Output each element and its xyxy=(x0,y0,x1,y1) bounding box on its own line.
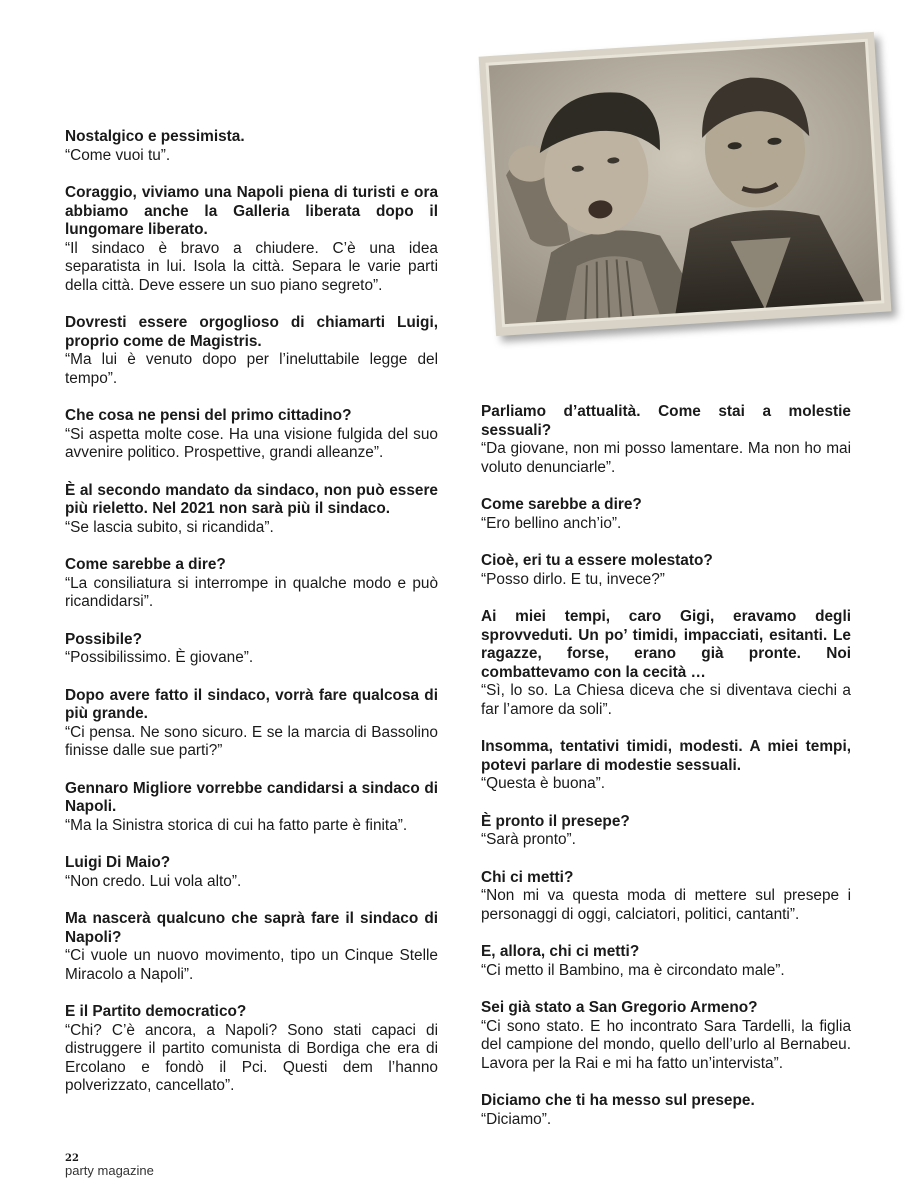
answer: “Ero bellino anch’io”. xyxy=(481,514,622,532)
question: È al secondo mandato da sindaco, non può essere più rieletto. Nel 2021 non sarà più il sindaco. xyxy=(65,481,438,517)
qa-item xyxy=(481,552,851,589)
qa-item xyxy=(65,407,438,463)
question: Insomma, tentativi timidi, modesti. A miei tempi, potevi parlare di modestie sessuali. xyxy=(481,738,851,774)
question: Nostalgico e pessimista. xyxy=(65,128,245,145)
answer: “Possibilissimo. È giovane”. xyxy=(65,649,254,666)
question: È pronto il presepe? xyxy=(481,812,630,830)
left-column xyxy=(65,128,438,1115)
answer: “Sarà pronto”. xyxy=(481,831,576,848)
qa-item xyxy=(65,687,438,761)
question: Cioè, eri tu a essere molestato? xyxy=(481,552,713,569)
question: Coraggio, viviamo una Napoli piena di turisti e ora abbiamo anche la Galleria liberata dopo il lungomare liberato. xyxy=(65,184,438,238)
qa-item xyxy=(65,482,438,538)
qa-item xyxy=(481,943,851,980)
qa-item xyxy=(65,556,438,612)
qa-item xyxy=(481,869,851,925)
right-column xyxy=(481,403,851,1148)
answer: “Diciamo”. xyxy=(481,1110,552,1128)
qa-item xyxy=(481,403,851,477)
question: Sei già stato a San Gregorio Armeno? xyxy=(481,999,758,1016)
answer: “Il sindaco è bravo a chiudere. C’è una idea separatista in lui. Isola la città. Separa le varie parti della città. Deve essere un suo piano segreto”. xyxy=(65,239,438,294)
qa-item xyxy=(481,608,851,719)
qa-item xyxy=(481,738,851,794)
answer: “Questa è buona”. xyxy=(481,775,606,792)
answer: “Non mi va questa moda di mettere sul presepe i personaggi di oggi, calciatori, politici, cantanti”. xyxy=(481,887,851,923)
qa-item xyxy=(481,813,851,850)
qa-item xyxy=(65,780,438,836)
qa-item xyxy=(65,1003,438,1096)
qa-item xyxy=(481,1092,851,1129)
question: Diciamo che ti ha messo sul presepe. xyxy=(481,1092,755,1109)
qa-item xyxy=(65,854,438,891)
question: Chi ci metti? xyxy=(481,868,574,886)
vintage-photo xyxy=(479,32,892,336)
qa-item xyxy=(65,128,438,165)
qa-item xyxy=(481,999,851,1073)
qa-item xyxy=(65,314,438,388)
answer: “Se lascia subito, si ricandida”. xyxy=(65,518,274,536)
answer: “Come vuoi tu”. xyxy=(65,146,171,164)
question: Come sarebbe a dire? xyxy=(481,496,642,513)
qa-item xyxy=(65,631,438,668)
answer: “Sì, lo so. La Chiesa diceva che si diventava ciechi a far l’amore da soli”. xyxy=(481,682,851,718)
question: Dopo avere fatto il sindaco, vorrà fare qualcosa di più grande. xyxy=(65,686,438,722)
question: Dovresti essere orgoglioso di chiamarti Luigi, proprio come de Magistris. xyxy=(65,314,438,350)
answer: “Ci sono stato. E ho incontrato Sara Tardelli, la figlia del campione del mondo, quello dell’urlo al Bernabeu. Lavora per la Rai e mi ha fatto un’intervista”. xyxy=(481,1017,851,1072)
answer: “Si aspetta molte cose. Ha una visione fulgida del suo avvenire politico. Prospettive, grandi alleanze”. xyxy=(65,425,438,461)
question: E, allora, chi ci metti? xyxy=(481,943,640,960)
question: Luigi Di Maio? xyxy=(65,854,171,871)
answer: “Non credo. Lui vola alto”. xyxy=(65,872,242,890)
answer: “Da giovane, non mi posso lamentare. Ma non ho mai voluto denunciarle”. xyxy=(481,440,851,476)
answer: “Ci vuole un nuovo movimento, tipo un Cinque Stelle Miracolo a Napoli”. xyxy=(65,947,438,983)
question: E il Partito democratico? xyxy=(65,1003,247,1020)
qa-item xyxy=(65,910,438,984)
qa-item xyxy=(481,496,851,533)
qa-item xyxy=(65,184,438,295)
answer: “Ma la Sinistra storica di cui ha fatto parte è finita”. xyxy=(65,816,408,834)
magazine-name: party magazine xyxy=(65,1163,154,1178)
question: Che cosa ne pensi del primo cittadino? xyxy=(65,407,352,424)
answer: “Chi? C’è ancora, a Napoli? Sono stati capaci di distruggere il partito comunista di Bordiga che era di Ercolano e fondò il Pci. Questi dem l’hanno polverizzato, cancellato”. xyxy=(65,1021,438,1094)
question: Parliamo d’attualità. Come stai a molestie sessuali? xyxy=(481,403,851,439)
answer: “La consiliatura si interrompe in qualche modo e può ricandidarsi”. xyxy=(65,574,438,610)
answer: “Ci metto il Bambino, ma è circondato male”. xyxy=(481,961,785,979)
question: Gennaro Migliore vorrebbe candidarsi a sindaco di Napoli. xyxy=(65,779,438,815)
question: Come sarebbe a dire? xyxy=(65,556,226,573)
answer: “Ma lui è venuto dopo per l’ineluttabile legge del tempo”. xyxy=(65,351,438,387)
question: Possibile? xyxy=(65,630,142,648)
question: Ai miei tempi, caro Gigi, eravamo degli sprovveduti. Un po’ timidi, impacciati, esitanti. Le ragazze, forse, erano già pronte. Noi combattevamo con la cecità … xyxy=(481,608,851,681)
page-number: 22 xyxy=(65,1153,79,1164)
answer: “Posso dirlo. E tu, invece?” xyxy=(481,570,665,588)
question: Ma nascerà qualcuno che saprà fare il sindaco di Napoli? xyxy=(65,910,438,946)
answer: “Ci pensa. Ne sono sicuro. E se la marcia di Bassolino finisse dalle sue parti?” xyxy=(65,723,438,759)
